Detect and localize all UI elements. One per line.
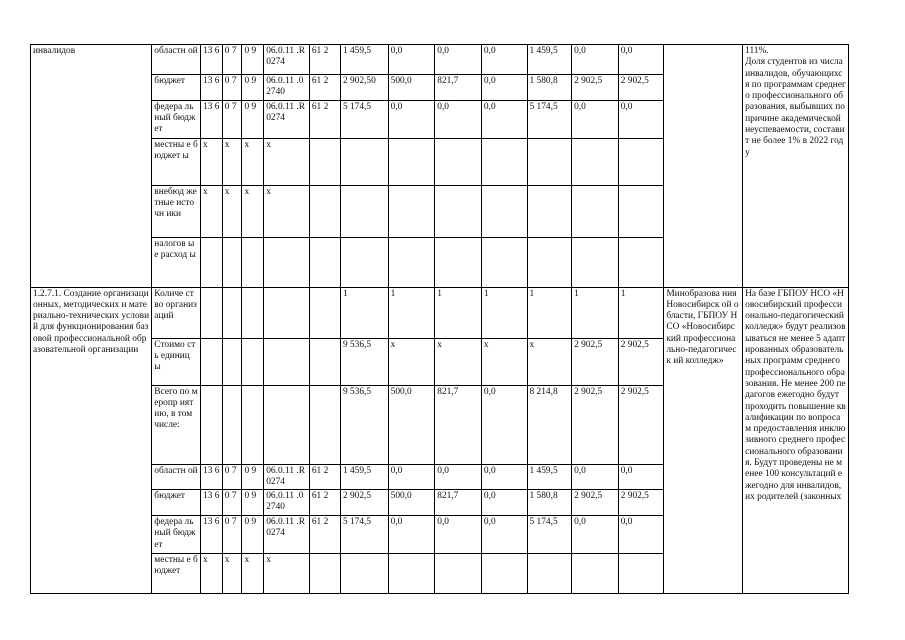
table-cell: 13 6 (201, 464, 223, 490)
measure-description: 1.2.7.1. Создание организационных, методических и материально-технических условий для функционирования базовой профессиональной образовательной организации (31, 287, 152, 594)
table-cell: 821,7 (435, 385, 482, 464)
table-cell: 13 6 (201, 490, 223, 516)
table-cell: 2 902,5 (572, 385, 619, 464)
table-cell: х (242, 554, 264, 594)
source-cell: бюджет (152, 75, 201, 101)
table-cell (527, 554, 572, 594)
table-cell: 0,0 (618, 464, 664, 490)
source-cell: федера льный бюджет (152, 516, 201, 554)
table-cell: х (264, 554, 310, 594)
table-cell (618, 554, 664, 594)
table-cell: 0 7 (222, 464, 242, 490)
table-cell (481, 554, 527, 594)
table-cell (242, 385, 264, 464)
source-cell: Всего по меропр иятию, в том числе: (152, 385, 201, 464)
table-cell: 0 7 (222, 100, 242, 138)
table-cell: х (388, 338, 435, 385)
expected-result-cell: На базе ГБПОУ НСО «Новосибирский профессионально-педагогический колледж» будут реализовываться не менее 5 адаптированных образовательных программ среднего профессионального образования. Не менее 200 педагогов ежегодно будут проходить повышение квалификации по вопросам предоставления инклюзивного среднего профессионального образования. Будут проведены не менее 100 консультаций ежегодно для инвалидов, их родителей (законных (743, 287, 849, 594)
source-cell: областн ой (152, 45, 201, 75)
table-cell (572, 138, 619, 185)
table-cell: 2 902,5 (572, 75, 619, 101)
table-cell: 0 9 (242, 516, 264, 554)
table-cell (222, 287, 242, 338)
table-cell: 1 459,5 (527, 464, 572, 490)
source-cell: бюджет (152, 490, 201, 516)
table-cell (388, 185, 435, 237)
table-cell: 61 2 (309, 490, 340, 516)
table-cell: 2 902,5 (572, 490, 619, 516)
table-cell: 2 902,5 (618, 385, 664, 464)
table-cell (309, 385, 340, 464)
table-cell: 1 580,8 (527, 75, 572, 101)
table-cell: 0,0 (572, 516, 619, 554)
table-cell: 9 536,5 (340, 338, 388, 385)
table-row (31, 287, 849, 338)
table-cell: 500,0 (388, 75, 435, 101)
measure-description: инвалидов (31, 45, 152, 288)
table-cell: 1 459,5 (340, 464, 388, 490)
table-cell: 0 9 (242, 100, 264, 138)
table-cell: 0,0 (388, 45, 435, 75)
table-cell (222, 338, 242, 385)
table-cell (388, 554, 435, 594)
table-cell (527, 185, 572, 237)
table-cell: 61 2 (309, 464, 340, 490)
source-cell: налогов ые расход ы (152, 237, 201, 287)
table-cell: 0,0 (435, 516, 482, 554)
table-cell: 0 9 (242, 464, 264, 490)
table-cell: 06.0.11 .R0274 (264, 45, 310, 75)
budget-table (30, 44, 849, 594)
table-cell: 1 459,5 (527, 45, 572, 75)
table-cell: 0,0 (435, 464, 482, 490)
executor-cell (664, 45, 743, 288)
table-cell: 2 902,5 (618, 338, 664, 385)
table-cell (572, 237, 619, 287)
table-cell (264, 237, 310, 287)
table-cell (264, 385, 310, 464)
table-cell: 1 (618, 287, 664, 338)
table-cell: 0,0 (481, 490, 527, 516)
table-cell (242, 338, 264, 385)
table-cell: 5 174,5 (527, 100, 572, 138)
table-cell: х (222, 138, 242, 185)
table-row (31, 45, 849, 75)
table-cell: 821,7 (435, 490, 482, 516)
table-cell: 0,0 (572, 45, 619, 75)
table-cell: 500,0 (388, 490, 435, 516)
table-cell: 61 2 (309, 45, 340, 75)
table-cell: 0 7 (222, 45, 242, 75)
table-cell (527, 138, 572, 185)
table-cell: х (201, 138, 223, 185)
table-cell: 1 (572, 287, 619, 338)
table-cell: 0,0 (481, 516, 527, 554)
table-cell: х (201, 554, 223, 594)
source-cell: местны е бюджет (152, 554, 201, 594)
table-cell (264, 287, 310, 338)
table-cell: х (527, 338, 572, 385)
table-cell: 0,0 (481, 385, 527, 464)
table-cell: 0,0 (388, 100, 435, 138)
table-cell: 0,0 (388, 464, 435, 490)
table-cell: 1 (435, 287, 482, 338)
table-cell: 1 (340, 287, 388, 338)
table-cell: 0 7 (222, 75, 242, 101)
table-cell (618, 185, 664, 237)
table-body (31, 45, 849, 594)
table-cell: 0,0 (388, 516, 435, 554)
source-cell: Количе ство организ аций (152, 287, 201, 338)
table-cell (340, 237, 388, 287)
table-cell: 0 9 (242, 45, 264, 75)
table-cell (222, 385, 242, 464)
table-cell: 0,0 (481, 100, 527, 138)
table-cell: 5 174,5 (340, 516, 388, 554)
source-cell: Стоимо сть единиц ы (152, 338, 201, 385)
table-cell: 0,0 (572, 464, 619, 490)
table-cell (222, 237, 242, 287)
table-cell: 61 2 (309, 75, 340, 101)
table-cell: 1 580,8 (527, 490, 572, 516)
table-cell: 0,0 (618, 100, 664, 138)
source-cell: местны е бюджет ы (152, 138, 201, 185)
table-cell: 2 902,50 (340, 75, 388, 101)
table-cell: х (242, 185, 264, 237)
table-cell: х (264, 138, 310, 185)
table-cell: х (242, 138, 264, 185)
table-cell (572, 185, 619, 237)
table-cell: 1 (527, 287, 572, 338)
table-cell (201, 385, 223, 464)
table-cell: 2 902,5 (618, 490, 664, 516)
table-cell: х (222, 554, 242, 594)
table-cell: 13 6 (201, 45, 223, 75)
executor-cell: Минобразова ния Новосибирск ой области, ГБПОУ НСО «Новосибирс кий профессиона льно-педагогическ ий колледж» (664, 287, 743, 594)
table-cell (435, 554, 482, 594)
table-cell: х (481, 338, 527, 385)
table-cell (242, 237, 264, 287)
table-cell: 0 7 (222, 490, 242, 516)
table-cell: 0,0 (618, 45, 664, 75)
table-cell: 5 174,5 (527, 516, 572, 554)
table-cell: 0,0 (481, 464, 527, 490)
table-cell (435, 138, 482, 185)
table-cell: х (264, 185, 310, 237)
table-cell (340, 554, 388, 594)
table-cell (309, 338, 340, 385)
table-cell: 0 9 (242, 75, 264, 101)
table-cell (435, 237, 482, 287)
source-cell: областн ой (152, 464, 201, 490)
table-cell (309, 287, 340, 338)
expected-result-cell: 111%. Доля студентов из числа инвалидов, обучающихся по программам среднего профессионального образования, выбывших по причине академической неуспеваемости, составит не более 1% в 2022 году (743, 45, 849, 288)
table-cell (242, 287, 264, 338)
table-cell (201, 287, 223, 338)
table-cell: 0,0 (481, 45, 527, 75)
table-cell: 1 (388, 287, 435, 338)
table-cell: х (222, 185, 242, 237)
table-cell: 0,0 (435, 100, 482, 138)
table-cell: 0,0 (572, 100, 619, 138)
table-cell: 06.0.11 .02740 (264, 490, 310, 516)
table-cell: 0 7 (222, 516, 242, 554)
table-cell (481, 138, 527, 185)
table-cell: 06.0.11 .R0274 (264, 464, 310, 490)
table-cell: х (201, 185, 223, 237)
table-cell: 2 902,5 (618, 75, 664, 101)
table-cell: 500,0 (388, 385, 435, 464)
table-cell: 13 6 (201, 75, 223, 101)
table-cell: 13 6 (201, 100, 223, 138)
table-cell (201, 237, 223, 287)
table-cell: 13 6 (201, 516, 223, 554)
table-cell: 0,0 (618, 516, 664, 554)
table-cell: 2 902,5 (340, 490, 388, 516)
table-cell (618, 138, 664, 185)
table-cell: 06.0.11 .R0274 (264, 516, 310, 554)
table-cell: 1 (481, 287, 527, 338)
table-cell (435, 185, 482, 237)
table-cell: 8 214,8 (527, 385, 572, 464)
table-cell (388, 138, 435, 185)
table-cell (388, 237, 435, 287)
table-cell: 0 9 (242, 490, 264, 516)
table-cell: 06.0.11 .02740 (264, 75, 310, 101)
table-cell: 1 459,5 (340, 45, 388, 75)
table-cell (618, 237, 664, 287)
table-cell: 0,0 (481, 75, 527, 101)
table-cell: 06.0.11 .R0274 (264, 100, 310, 138)
table-cell (481, 185, 527, 237)
table-cell: 5 174,5 (340, 100, 388, 138)
table-cell: 9 536,5 (340, 385, 388, 464)
table-cell (264, 338, 310, 385)
table-cell (572, 554, 619, 594)
table-cell: 821,7 (435, 75, 482, 101)
table-cell: 61 2 (309, 516, 340, 554)
table-cell (309, 138, 340, 185)
source-cell: федера льный бюджет (152, 100, 201, 138)
source-cell: внебюд жетные источн ики (152, 185, 201, 237)
table-cell (309, 237, 340, 287)
table-cell (481, 237, 527, 287)
table-cell (527, 237, 572, 287)
table-cell (309, 554, 340, 594)
table-cell (340, 138, 388, 185)
table-cell: 2 902,5 (572, 338, 619, 385)
table-cell: 0,0 (435, 45, 482, 75)
table-cell: 61 2 (309, 100, 340, 138)
table-cell (201, 338, 223, 385)
table-cell (309, 185, 340, 237)
table-cell (340, 185, 388, 237)
table-cell: х (435, 338, 482, 385)
